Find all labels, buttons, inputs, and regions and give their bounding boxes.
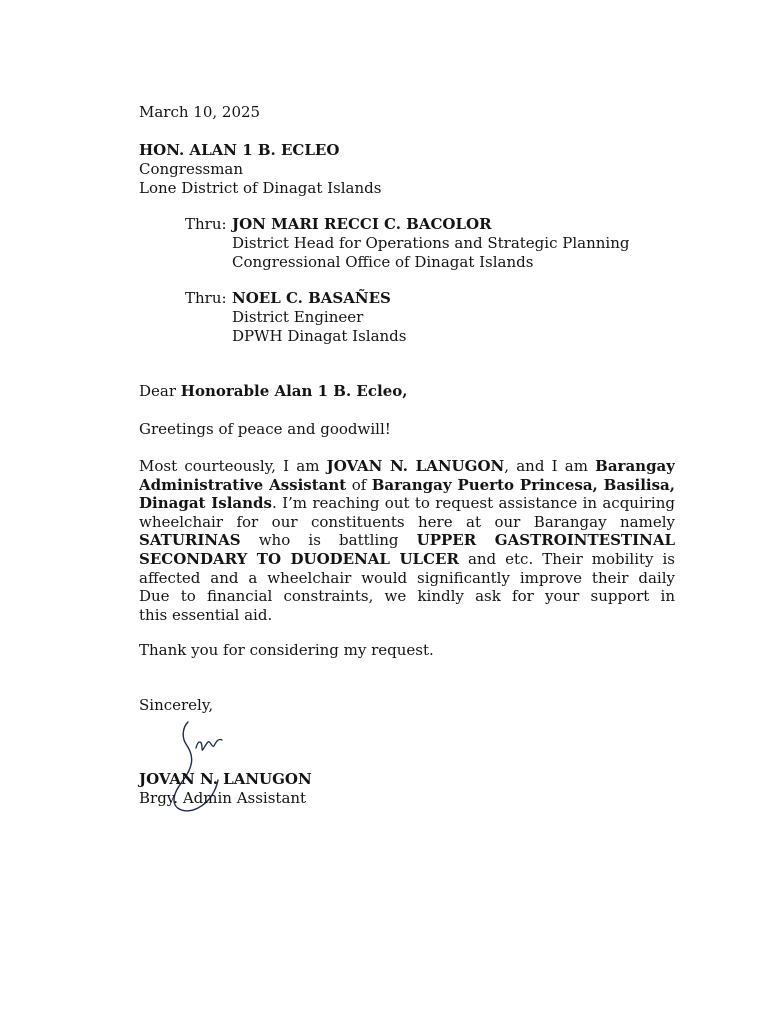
recipient-office: Lone District of Dinagat Islands xyxy=(139,179,382,197)
signer-name: JOVAN N. LANUGON xyxy=(139,770,312,788)
thru-title-1: District Head for Operations and Strategic Planning xyxy=(232,234,630,252)
salutation-name: Honorable Alan 1 B. Ecleo, xyxy=(180,382,408,400)
body-line xyxy=(139,457,675,476)
thru-office-1: Congressional Office of Dinagat Islands xyxy=(232,253,534,271)
body-text: of xyxy=(351,475,372,494)
body-line xyxy=(139,476,675,495)
body-bold-text: SECONDARY TO DUODENAL ULCER xyxy=(139,549,459,568)
body-line xyxy=(139,531,675,550)
body-text: . I’m reaching out to request assistance in acquiring xyxy=(271,494,675,513)
thru-title-2: District Engineer xyxy=(232,308,364,326)
thru-name-1: JON MARI RECCI C. BACOLOR xyxy=(232,215,492,233)
recipient-name: HON. ALAN 1 B. ECLEO xyxy=(139,141,340,159)
signer-title: Brgy. Admin Assistant xyxy=(139,789,307,807)
body-bold-text: Barangay xyxy=(595,457,675,475)
salutation xyxy=(139,382,407,401)
body-line xyxy=(139,550,675,569)
thru-name-2: NOEL C. BASAÑES xyxy=(232,289,391,307)
greeting: Greetings of peace and goodwill! xyxy=(139,420,391,438)
letter-date: March 10, 2025 xyxy=(139,103,261,121)
body-line xyxy=(139,513,675,532)
thru-label-2: Thru: xyxy=(185,289,227,307)
closing: Sincerely, xyxy=(139,696,214,714)
body-bold-text: Dinagat Islands xyxy=(139,494,272,513)
recipient-title: Congressman xyxy=(139,160,244,178)
thanks-line: Thank you for considering my request. xyxy=(139,641,434,659)
body-bold-text: Barangay Puerto Princesa, Basilisa, xyxy=(371,475,675,494)
body-text: wheelchair for our constituents here at our Barangay namely xyxy=(139,512,675,531)
body-text: Most courteously, I am xyxy=(139,457,327,475)
body-line xyxy=(139,569,675,588)
body-text: who is battling xyxy=(258,531,417,550)
body-bold-text: UPPER GASTROINTESTINAL xyxy=(416,531,675,550)
body-bold-text: SATURINAS xyxy=(139,531,241,550)
body-text: this essential aid. xyxy=(139,605,273,624)
body-text: affected and a wheelchair would significantly improve their daily xyxy=(139,568,675,587)
salutation-prefix: Dear xyxy=(139,382,181,400)
body-bold-text: JOVAN N. LANUGON xyxy=(326,457,505,475)
body-line xyxy=(139,606,675,625)
body-bold-text: Administrative Assistant xyxy=(139,475,347,494)
body-text: , and I am xyxy=(504,457,596,475)
body-line xyxy=(139,587,675,606)
body-text: and etc. Their mobility is xyxy=(467,549,675,568)
body-paragraph xyxy=(139,457,675,624)
body-text: Due to financial constraints, we kindly ask for your support in xyxy=(139,587,675,606)
body-line xyxy=(139,494,675,513)
thru-office-2: DPWH Dinagat Islands xyxy=(232,327,407,345)
thru-label-1: Thru: xyxy=(185,215,227,233)
